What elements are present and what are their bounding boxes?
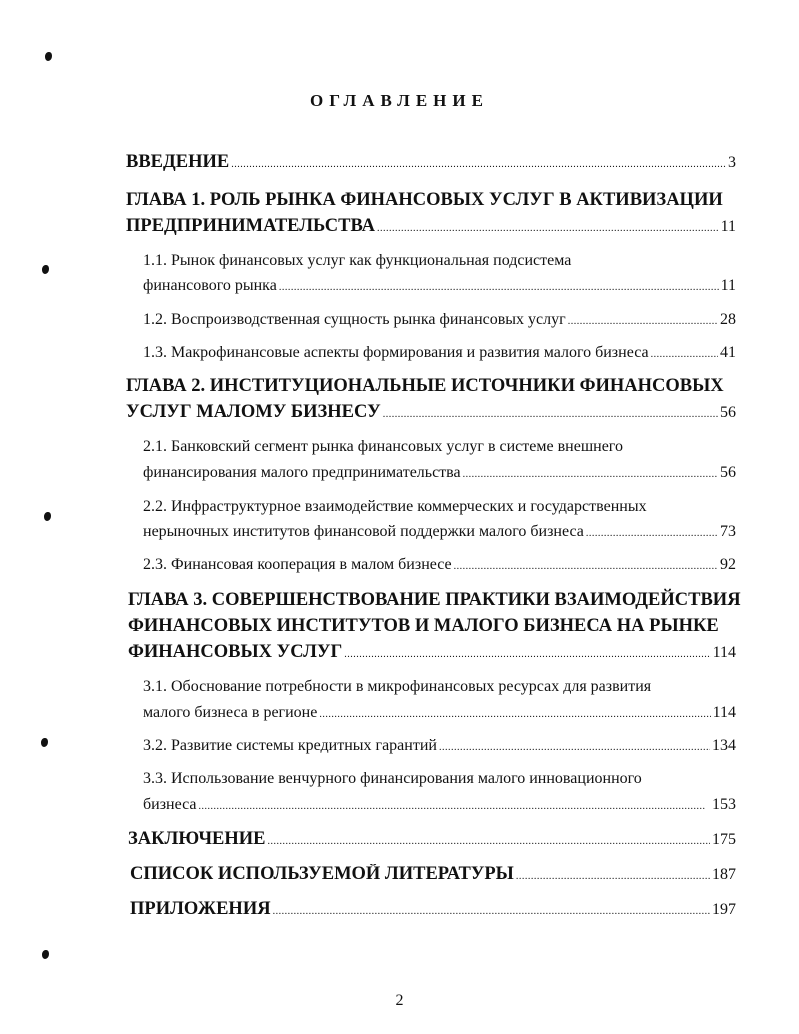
- page-number: 2: [395, 992, 404, 1009]
- toc-page-number: 73: [720, 523, 736, 540]
- toc-entry-section-1-3: [143, 344, 736, 362]
- toc-entry-chapter-1: [126, 216, 736, 237]
- scan-mark: [44, 512, 51, 521]
- toc-page-number: 11: [720, 218, 736, 235]
- scan-mark: [41, 738, 48, 747]
- scan-mark: [42, 950, 49, 959]
- toc-page-number: 134: [712, 737, 736, 754]
- leader-dots: [383, 402, 718, 423]
- toc-page-number: 3: [728, 154, 736, 171]
- toc-chapter-3-line1: ГЛАВА 3. СОВЕРШЕНСТВОВАНИЕ ПРАКТИКИ ВЗАИМОДЕЙСТВИЯ: [128, 590, 741, 610]
- toc-entry-references: [130, 864, 736, 885]
- leader-dots: [568, 311, 718, 329]
- toc-entry-chapter-3: [128, 642, 736, 663]
- toc-entry-title: 2.3. Финансовая кооперация в малом бизнесе: [143, 556, 452, 573]
- toc-chapter-3-line2: ФИНАНСОВЫХ ИНСТИТУТОВ И МАЛОГО БИЗНЕСА НА РЫНКЕ: [128, 616, 719, 636]
- leader-dots: [344, 642, 710, 663]
- toc-page-number: 197: [712, 901, 736, 918]
- toc-section-3-1-line1: 3.1. Обоснование потребности в микрофинансовых ресурсах для развития: [143, 678, 652, 695]
- toc-entry-title: нерыночных институтов финансовой поддержки малого бизнеса: [143, 523, 584, 540]
- leader-dots: [454, 556, 718, 574]
- leader-dots: [439, 737, 710, 755]
- toc-entry-title: ЗАКЛЮЧЕНИЕ: [128, 829, 266, 849]
- leader-dots: [198, 796, 710, 814]
- toc-entry-title: бизнеса: [143, 796, 197, 813]
- leader-dots: [516, 864, 710, 885]
- toc-entry-conclusion: [128, 829, 736, 850]
- toc-entry-title: ПРЕДПРИНИМАТЕЛЬСТВА: [126, 216, 376, 236]
- toc-entry-section-2-1: [143, 464, 736, 482]
- toc-entry-title: финансового рынка: [143, 277, 277, 294]
- toc-entry-title: 3.2. Развитие системы кредитных гарантий: [143, 737, 437, 754]
- page-title: ОГЛАВЛЕНИЕ: [310, 91, 489, 110]
- toc-page-number: 153: [712, 796, 736, 813]
- toc-section-2-2-line1: 2.2. Инфраструктурное взаимодействие коммерческих и государственных: [143, 498, 647, 515]
- leader-dots: [268, 829, 711, 850]
- toc-entry-title: УСЛУГ МАЛОМУ БИЗНЕСУ: [126, 402, 381, 422]
- toc-entry-title: малого бизнеса в регионе: [143, 704, 318, 721]
- toc-entry-title: финансирования малого предпринимательства: [143, 464, 461, 481]
- toc-entry-chapter-2: [126, 402, 736, 423]
- toc-entry-section-1-2: [143, 311, 736, 329]
- toc-entry-section-3-2: [143, 737, 736, 755]
- toc-page-number: 175: [712, 831, 736, 848]
- leader-dots: [586, 523, 718, 541]
- toc-page-number: 41: [720, 344, 736, 361]
- toc-section-3-3-line1: 3.3. Использование венчурного финансирования малого инновационного: [143, 770, 642, 787]
- toc-entry-section-2-3: [143, 556, 736, 574]
- toc-entry-title: 1.2. Воспроизводственная сущность рынка финансовых услуг: [143, 311, 566, 328]
- toc-entry-section-3-1: [143, 704, 736, 722]
- toc-entry-intro: [126, 152, 736, 173]
- toc-chapter-2-line1: ГЛАВА 2. ИНСТИТУЦИОНАЛЬНЫЕ ИСТОЧНИКИ ФИНАНСОВЫХ: [126, 376, 724, 396]
- leader-dots: [273, 899, 710, 920]
- toc-page-number: 114: [712, 704, 736, 721]
- toc-chapter-1-line1: ГЛАВА 1. РОЛЬ РЫНКА ФИНАНСОВЫХ УСЛУГ В АКТИВИЗАЦИИ: [126, 190, 723, 210]
- leader-dots: [651, 344, 718, 362]
- leader-dots: [279, 277, 719, 295]
- scan-mark: [42, 265, 49, 274]
- toc-page-number: 56: [720, 404, 736, 421]
- scan-mark: [45, 52, 52, 61]
- leader-dots: [377, 216, 719, 237]
- toc-entry-title: ФИНАНСОВЫХ УСЛУГ: [128, 642, 343, 662]
- toc-entry-section-3-3: [143, 796, 736, 814]
- toc-page-number: 11: [720, 277, 736, 294]
- leader-dots: [319, 704, 710, 722]
- toc-page-number: 114: [712, 644, 736, 661]
- toc-entry-title: 1.3. Макрофинансовые аспекты формирования и развития малого бизнеса: [143, 344, 649, 361]
- toc-entry-title: ПРИЛОЖЕНИЯ: [130, 899, 271, 919]
- toc-page-number: 92: [720, 556, 736, 573]
- toc-section-2-1-line1: 2.1. Банковский сегмент рынка финансовых услуг в системе внешнего: [143, 438, 623, 455]
- leader-dots: [231, 152, 726, 173]
- leader-dots: [463, 464, 718, 482]
- toc-entry-section-2-2: [143, 523, 736, 541]
- toc-section-1-1-line1: 1.1. Рынок финансовых услуг как функциональная подсистема: [143, 252, 572, 269]
- toc-entry-title: ВВЕДЕНИЕ: [126, 152, 230, 172]
- toc-page-number: 28: [720, 311, 736, 328]
- toc-page-number: 56: [720, 464, 736, 481]
- toc-entry-appendix: [130, 899, 736, 920]
- toc-entry-section-1-1: [143, 277, 736, 295]
- toc-page-number: 187: [712, 866, 736, 883]
- toc-entry-title: СПИСОК ИСПОЛЬЗУЕМОЙ ЛИТЕРАТУРЫ: [130, 864, 514, 884]
